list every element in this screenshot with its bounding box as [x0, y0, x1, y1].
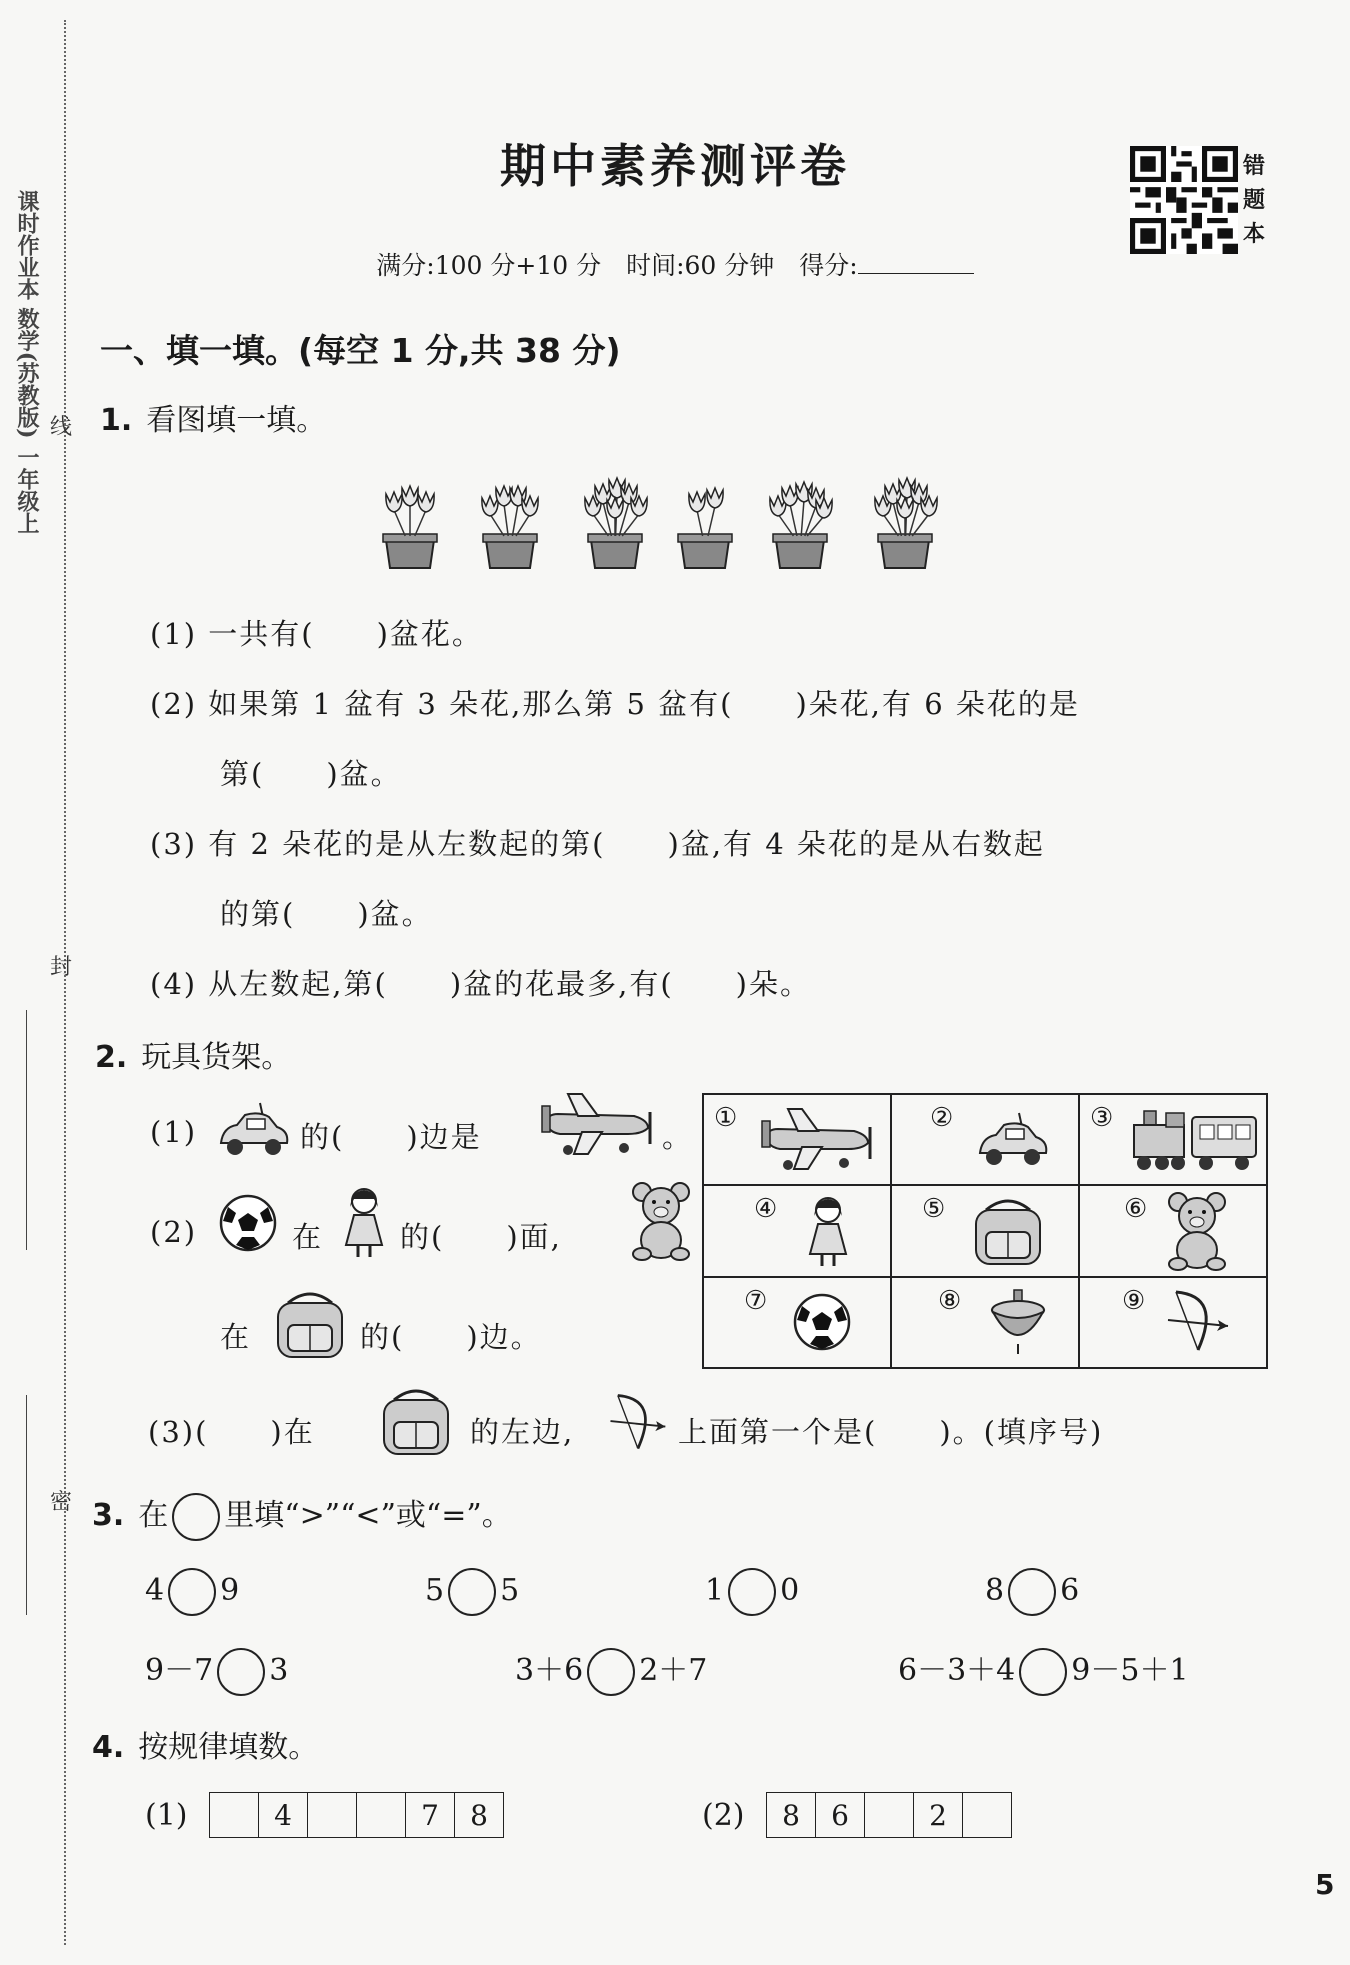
sequence-label: (1) [145, 1797, 188, 1833]
score-blank[interactable] [858, 251, 974, 274]
compare-circle[interactable] [1008, 1568, 1056, 1616]
question-number: 3. [92, 1498, 125, 1533]
score-info-text: 满分:100 分+10 分 时间:60 分钟 得分: [376, 251, 858, 280]
q2-part-1-label: (1) [150, 1115, 198, 1149]
cell-number: ⑤ [922, 1194, 946, 1225]
class-blank-line [26, 1395, 27, 1615]
right-expr: 9－5＋1 [1071, 1653, 1189, 1688]
question-4 [92, 1722, 318, 1766]
left-expr: 8 [985, 1573, 1005, 1608]
question-text: 玩具货架。 [141, 1040, 292, 1075]
cell-number: ④ [754, 1194, 778, 1225]
soccer-ball-icon [792, 1292, 852, 1352]
flower-bud [402, 486, 418, 506]
seq-cell[interactable] [210, 1793, 259, 1837]
seal-char-seal: 封 [50, 955, 73, 980]
qr-label: 错题本 [1243, 154, 1266, 247]
left-expr: 5 [425, 1573, 445, 1608]
left-expr: 6－3＋4 [898, 1653, 1016, 1688]
shelf-cell-4 [703, 1185, 891, 1276]
sequence-2 [702, 1792, 1012, 1838]
airplane-icon [538, 1088, 658, 1164]
shelf-cell-8 [891, 1277, 1079, 1368]
backpack-icon [966, 1192, 1050, 1272]
flower-bud [418, 492, 434, 512]
backpack-icon [374, 1382, 458, 1462]
shelf-cell-5 [891, 1185, 1079, 1276]
shelf-cell-9 [1079, 1277, 1267, 1368]
seq-cell: 6 [816, 1793, 865, 1837]
cell-number: ⑦ [744, 1285, 768, 1316]
left-expr: 9－7 [145, 1653, 214, 1688]
bow-arrow-icon [1162, 1286, 1232, 1356]
question-text: 看图填一填。 [146, 403, 327, 438]
page-number: 5 [1315, 1868, 1335, 1901]
right-expr: 2＋7 [639, 1653, 708, 1688]
compare-item [985, 1568, 1079, 1616]
teddy-bear-icon [1164, 1190, 1230, 1272]
flower-bud [386, 492, 402, 512]
flower-bud [607, 498, 623, 518]
soccer-ball-icon [218, 1193, 278, 1253]
sequence-boxes [766, 1792, 1012, 1838]
toy-shelf-table [702, 1093, 1268, 1369]
compare-item [515, 1645, 707, 1696]
right-expr: 5 [500, 1573, 520, 1608]
question-2 [95, 1032, 291, 1076]
backpack-icon [268, 1285, 352, 1365]
q1-item-3b: 的第( )盆。 [220, 897, 433, 931]
question-number: 4. [92, 1730, 125, 1765]
compare-item [145, 1645, 288, 1696]
sequence-boxes [209, 1792, 504, 1838]
question-number: 2. [95, 1040, 128, 1075]
sequence-label: (2) [702, 1797, 745, 1833]
shelf-cell-3 [1079, 1094, 1267, 1185]
question-text-a: 在 [138, 1498, 169, 1533]
spinning-top-icon [988, 1288, 1048, 1356]
question-text: 按规律填数。 [138, 1730, 319, 1765]
airplane-icon [758, 1103, 878, 1179]
compare-circle-example [172, 1493, 220, 1541]
q1-item-2a: (2) 如果第 1 盆有 3 朵花,那么第 5 盆有( )朵花,有 6 朵花的是 [150, 687, 1080, 721]
q2-part-3-text-c: 上面第一个是( )。(填序号) [678, 1415, 1104, 1449]
compare-circle[interactable] [587, 1648, 635, 1696]
q2-part-2-label: (2) [150, 1215, 198, 1249]
book-series-label: 课时作业本 数学(苏教版) 一年级上 [14, 190, 40, 535]
toy-car-icon [974, 1105, 1052, 1175]
compare-circle[interactable] [217, 1648, 265, 1696]
shelf-cell-1 [703, 1094, 891, 1185]
q2-part-2-text-a: 在 [292, 1220, 324, 1254]
shelf-cell-2 [891, 1094, 1079, 1185]
compare-item [898, 1645, 1189, 1696]
question-1 [100, 395, 326, 439]
flower-pot [585, 478, 647, 568]
cell-number: ⑥ [1124, 1194, 1148, 1225]
bow-arrow-icon [602, 1390, 672, 1454]
q2-part-2-text-d: 的( )边。 [360, 1320, 542, 1354]
compare-circle[interactable] [728, 1568, 776, 1616]
seq-cell: 7 [406, 1793, 455, 1837]
seq-cell: 8 [767, 1793, 816, 1837]
flower-bud [897, 498, 913, 518]
doll-icon [804, 1194, 852, 1270]
seq-cell[interactable] [865, 1793, 914, 1837]
compare-item [425, 1568, 519, 1616]
flower-pot [482, 486, 538, 568]
right-expr: 0 [780, 1573, 800, 1608]
compare-circle[interactable] [1019, 1648, 1067, 1696]
q2-part-1-end: 。 [662, 1120, 694, 1154]
flower-bud [482, 496, 498, 516]
page-title: 期中素养测评卷 [500, 139, 850, 193]
sequence-1 [145, 1792, 504, 1838]
toy-train-icon [1130, 1107, 1262, 1177]
seq-cell: 2 [914, 1793, 963, 1837]
left-expr: 4 [145, 1573, 165, 1608]
q1-item-3a: (3) 有 2 朵花的是从左数起的第( )盆,有 4 朵花的是从右数起 [150, 827, 1045, 861]
q2-part-3-text-a: (3)( )在 [148, 1415, 315, 1449]
seq-cell: 8 [470, 1798, 488, 1832]
shelf-cell-6 [1079, 1185, 1267, 1276]
cell-number: ② [930, 1103, 954, 1133]
flower-bud [707, 488, 723, 508]
compare-item [705, 1568, 799, 1616]
left-expr: 1 [705, 1573, 725, 1608]
toy-car-icon [215, 1095, 293, 1165]
compare-circle[interactable] [168, 1568, 216, 1616]
seal-char-line: 线 [50, 415, 73, 440]
left-expr: 3＋6 [515, 1653, 584, 1688]
seq-cell[interactable] [357, 1793, 406, 1837]
right-expr: 9 [220, 1573, 240, 1608]
flower-pot [770, 482, 832, 568]
seq-cell[interactable] [963, 1793, 1011, 1837]
doll-icon [340, 1185, 388, 1261]
right-expr: 3 [269, 1653, 289, 1688]
q2-part-2-text-c: 在 [220, 1320, 252, 1354]
flower-pot [678, 488, 732, 568]
question-3 [92, 1490, 512, 1541]
flower-pots-figure [360, 460, 1040, 580]
q1-item-2b: 第( )盆。 [220, 757, 402, 791]
section-heading: 一、填一填。(每空 1 分,共 38 分) [100, 331, 621, 370]
flower-pot [875, 478, 937, 568]
q2-part-2-text-b: 的( )面, [400, 1220, 562, 1254]
q2-part-1-text: 的( )边是 [300, 1120, 482, 1154]
compare-circle[interactable] [448, 1568, 496, 1616]
compare-item [145, 1568, 239, 1616]
q2-part-3-text-b: 的左边, [470, 1415, 575, 1449]
cut-line [64, 20, 66, 1945]
teddy-bear-icon [628, 1180, 694, 1262]
flower-pot [383, 486, 437, 568]
cell-number: ⑨ [1122, 1285, 1146, 1316]
name-blank-line [26, 1010, 27, 1250]
cell-number: ③ [1090, 1103, 1114, 1133]
shelf-cell-7 [703, 1277, 891, 1368]
cell-number: ⑧ [938, 1285, 962, 1316]
seq-cell: 4 [259, 1793, 308, 1837]
seq-cell[interactable] [308, 1793, 357, 1837]
right-expr: 6 [1060, 1573, 1080, 1608]
cell-number: ① [714, 1103, 738, 1133]
question-text-b: 里填“>”“<”或“=”。 [224, 1498, 512, 1533]
q1-item-1: (1) 一共有( )盆花。 [150, 617, 483, 651]
seal-char-secret: 密 [50, 1490, 73, 1515]
qr-code-icon[interactable] [1130, 146, 1238, 254]
question-number: 1. [100, 403, 133, 438]
flower-bud [689, 492, 705, 512]
q1-item-4: (4) 从左数起,第( )盆的花最多,有( )朵。 [150, 967, 811, 1001]
